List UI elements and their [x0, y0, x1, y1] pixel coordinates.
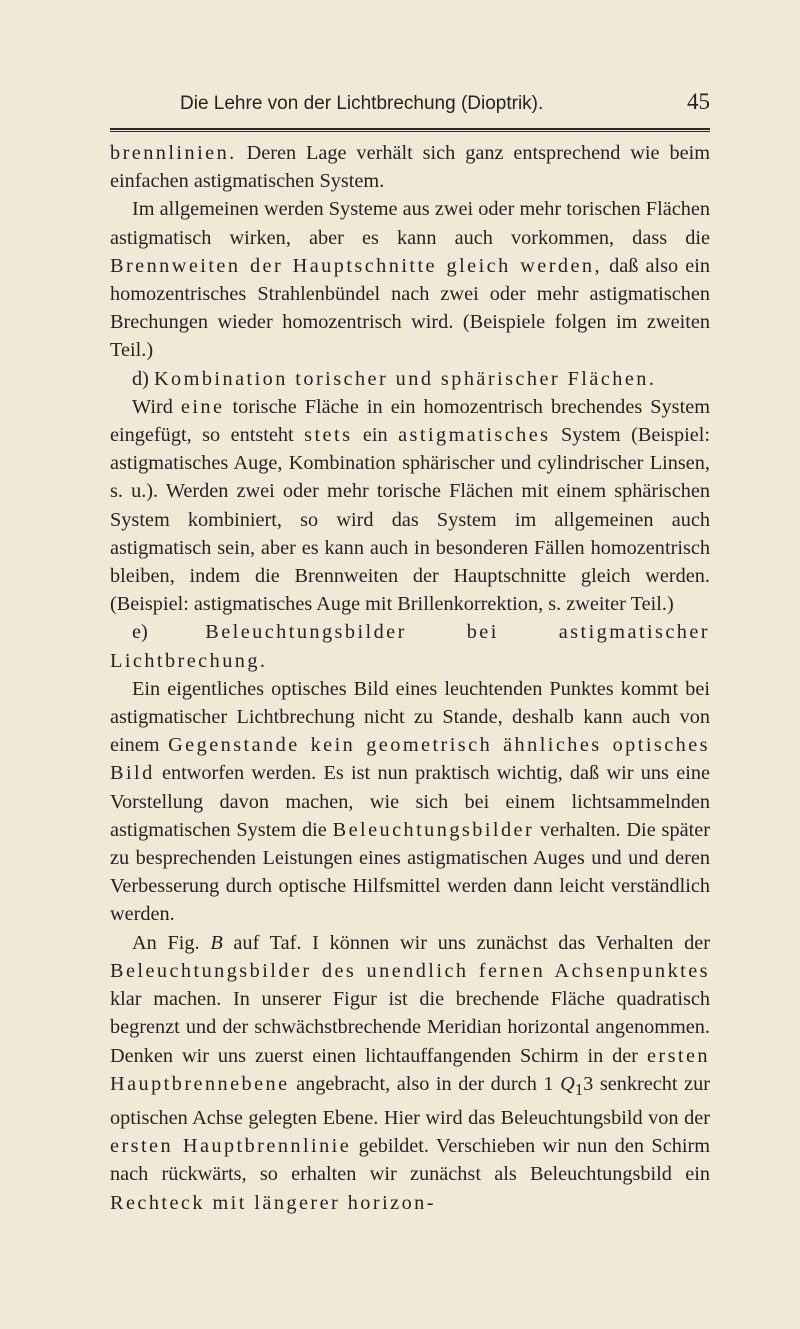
- spaced-emphasis: Brennweiten der Hauptschnitte gleich werden,: [110, 254, 602, 277]
- text-run: entworfen werden. Es ist nun praktisch wichtig, daß wir uns eine Vorstellung davon machen, wie sich bei einem lichtsammelnden astigmatischen System die: [110, 762, 710, 841]
- spaced-emphasis: ersten Hauptbrennlinie: [110, 1135, 352, 1158]
- header-rule: [110, 128, 710, 132]
- text-run: auf Taf. I können wir uns zunächst das Verhalten der: [222, 931, 710, 954]
- text-run: klar machen. In unserer Figur ist die brechende Fläche quadratisch begrenzt und der schwächstbrechende Meridian horizontal angenommen. Denken wir uns zuerst einen lichtauffangenden Schirm in der: [110, 988, 710, 1067]
- spaced-emphasis: Kombination torischer und sphärischer Flächen.: [153, 367, 657, 390]
- text-run: System (Beispiel: astigmatisches Auge, Kombination sphärischer und cylindrischer Linsen, s. u.). Werden zwei oder mehr torische Flächen mit einem sphärischen System kombiniert, so wird das System im allgemeinen auch astigmatisch sein, aber es kann auch in besonderen Fällen homozentrisch bleiben, indem die Brennweiten der Hauptschnitte gleich werden. (Beispiel: astigmatisches Auge mit Brillenkorrektion, s. zweiter Teil.): [110, 424, 710, 616]
- text-run: 1: [574, 1079, 584, 1099]
- spaced-emphasis: Rechteck mit längerer horizon-: [110, 1191, 436, 1214]
- paragraph: [110, 675, 710, 929]
- text-run: gebildet. Verschieben wir nun den Schirm nach rückwärts, so erhalten wir zunächst als Beleuchtungsbild ein: [110, 1135, 710, 1186]
- paragraph: [110, 195, 710, 364]
- spaced-emphasis: ersten Hauptbrennebene: [110, 1044, 710, 1095]
- text-run: torische Fläche in ein homozentrisch brechendes System eingefügt, so entsteht: [110, 395, 710, 447]
- spaced-emphasis: brennlinien.: [110, 142, 237, 164]
- spaced-emphasis: Beleuchtungsbilder bei astigmatischer Lichtbrechung.: [110, 621, 710, 672]
- spaced-emphasis: Gegenstande kein geometrisch ähnliches optisches Bild: [110, 734, 711, 785]
- text-run: Q: [560, 1072, 575, 1095]
- spaced-emphasis: eine: [180, 395, 225, 418]
- text-run: e): [132, 621, 206, 644]
- spaced-emphasis: Beleuchtungsbilder: [332, 818, 535, 841]
- text-run: Ein eigentliches optisches Bild eines leuchtenden Punktes kommt bei astigmatischer Lichtbrechung nicht zu Stande, deshalb kann auch von einem: [110, 677, 710, 757]
- text-run: Deren Lage verhält sich ganz entsprechend wie beim einfachen astigmatischen System.: [110, 142, 710, 193]
- text-run: verhalten. Die später zu besprechenden Leistungen eines astigmatischen Auges und und deren Verbesserung durch optische Hilfsmittel werden dann leicht verständlich werden.: [110, 818, 710, 926]
- text-run: Wird: [132, 395, 181, 418]
- text-run: B: [210, 931, 223, 954]
- section-heading: [110, 365, 710, 393]
- running-title: Die Lehre von der Lichtbrechung (Dioptrik).: [180, 93, 544, 114]
- section-heading: [110, 618, 710, 674]
- text-run: d): [132, 367, 154, 390]
- paragraph: [110, 139, 710, 195]
- running-head: [110, 91, 710, 121]
- text-run: daß also ein homozentrisches Strahlenbündel nach zwei oder mehr astigmatischen Brechungen wieder homozentrisch wird. (Beispiele folgen im zweiten Teil.): [110, 254, 710, 362]
- spaced-emphasis: astigmatisches: [398, 424, 551, 447]
- text-run: An Fig.: [132, 931, 211, 954]
- spaced-emphasis: stets: [304, 424, 353, 447]
- page-number: 45: [687, 89, 710, 114]
- paragraph: [110, 393, 710, 619]
- spaced-emphasis: Beleuchtungsbilder des unendlich fernen Achsenpunktes: [110, 959, 710, 982]
- text-run: angebracht, also in der durch 1: [289, 1072, 561, 1095]
- text-run: 3 senkrecht zur optischen Achse gelegten Ebene. Hier wird das Beleuchtungsbild von der: [110, 1072, 710, 1129]
- body-text: [110, 139, 710, 1217]
- paragraph: [110, 929, 710, 1217]
- text-run: Im allgemeinen werden Systeme aus zwei oder mehr torischen Flächen astigmatisch wirken, aber es kann auch vorkommen, dass die: [110, 198, 710, 249]
- text-run: ein: [352, 424, 399, 447]
